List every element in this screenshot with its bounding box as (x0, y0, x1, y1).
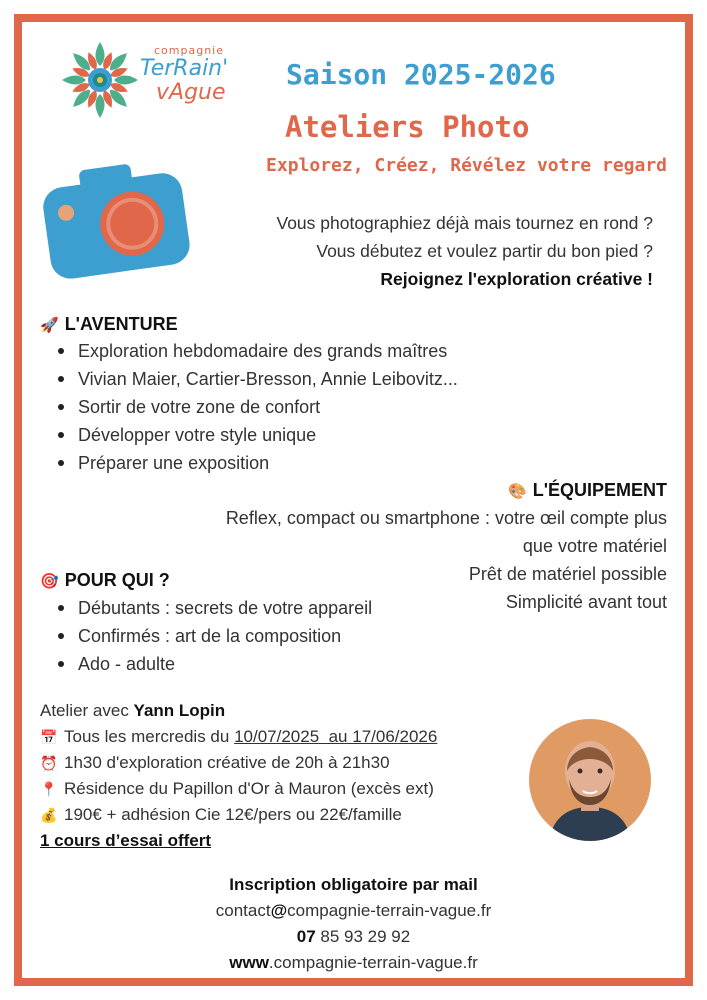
list-item: Débutants : secrets de votre appareil (78, 594, 372, 622)
schedule-dates: 10/07/2025 au 17/06/2026 (234, 727, 438, 746)
equipement-line: Prêt de matériel possible (468, 564, 667, 584)
list-item: Ado - adulte (78, 650, 372, 678)
logo-line-3: vAgue (156, 80, 226, 105)
trial-offer: 1 cours d’essai offert (40, 831, 212, 850)
pour-qui-heading (40, 570, 170, 591)
phone-rest: 85 93 29 92 (315, 927, 411, 946)
aventure-heading (40, 314, 178, 335)
equipement-line: que votre matériel (522, 536, 667, 556)
intro-line-3: Rejoignez l'exploration créative ! (380, 269, 653, 289)
logo (56, 38, 256, 128)
email-user: contact (215, 901, 271, 920)
pin-icon: 📍 (40, 781, 58, 797)
schedule-prefix: Tous les mercredis du (64, 727, 235, 746)
equipement-line: Simplicité avant tout (505, 592, 667, 612)
location-text: Résidence du Papillon d'Or à Mauron (excès ext) (64, 779, 434, 798)
logo-line-1: compagnie (154, 44, 224, 57)
target-icon: 🎯 (40, 573, 59, 590)
season-title: Saison 2025-2026 (286, 58, 556, 91)
list-item: Développer votre style unique (78, 421, 458, 449)
camera-icon (36, 158, 196, 283)
email-domain: compagnie-terrain-vague.fr (287, 901, 492, 920)
teacher-prefix: Atelier avec (40, 701, 134, 720)
clock-icon: ⏰ (40, 755, 58, 771)
intro-line-2: Vous débutez et voulez partir du bon pied ? (316, 241, 653, 261)
tagline: Explorez, Créez, Révélez votre regard (266, 155, 667, 176)
equipement-heading (508, 480, 667, 501)
location-line (40, 776, 434, 802)
rocket-icon: 🚀 (40, 317, 59, 334)
website-line[interactable] (0, 950, 707, 976)
price-text: 190€ + adhésion Cie 12€/pers ou 22€/famille (64, 805, 402, 824)
email-at: @ (270, 901, 288, 920)
list-item: Vivian Maier, Cartier-Bresson, Annie Leibovitz... (78, 365, 458, 393)
teacher-photo (529, 719, 651, 841)
teacher-name: Yann Lopin (133, 701, 226, 720)
registration-heading: Inscription obligatoire par mail (229, 875, 478, 894)
phone-line[interactable] (0, 924, 707, 950)
page-title: Ateliers Photo (285, 110, 530, 144)
web-prefix: www (229, 953, 269, 972)
teacher-line (40, 698, 225, 724)
pour-qui-list (40, 594, 372, 678)
intro-line-1: Vous photographiez déjà mais tournez en rond ? (276, 213, 653, 233)
logo-line-2: TerRain' (140, 56, 229, 81)
phone-prefix: 07 (296, 927, 316, 946)
price-line (40, 802, 402, 828)
list-item: Confirmés : art de la composition (78, 622, 372, 650)
aventure-list (40, 337, 458, 477)
aventure-title: L'AVENTURE (64, 314, 178, 334)
list-item: Exploration hebdomadaire des grands maîtres (78, 337, 458, 365)
equipement-title: L'ÉQUIPEMENT (532, 480, 667, 500)
money-bag-icon: 💰 (40, 807, 58, 823)
palette-icon: 🎨 (508, 483, 527, 500)
schedule-line (40, 724, 437, 750)
web-rest: .compagnie-terrain-vague.fr (268, 953, 478, 972)
calendar-icon: 📅 (40, 729, 58, 745)
duration-text: 1h30 d'exploration créative de 20h à 21h30 (64, 753, 390, 772)
equipement-line: Reflex, compact ou smartphone : votre œil compte plus (225, 508, 667, 528)
logo-mandala-icon (60, 40, 140, 120)
list-item: Préparer une exposition (78, 449, 458, 477)
pour-qui-title: POUR QUI ? (64, 570, 170, 590)
email-line[interactable] (0, 898, 707, 924)
duration-line (40, 750, 390, 776)
list-item: Sortir de votre zone de confort (78, 393, 458, 421)
